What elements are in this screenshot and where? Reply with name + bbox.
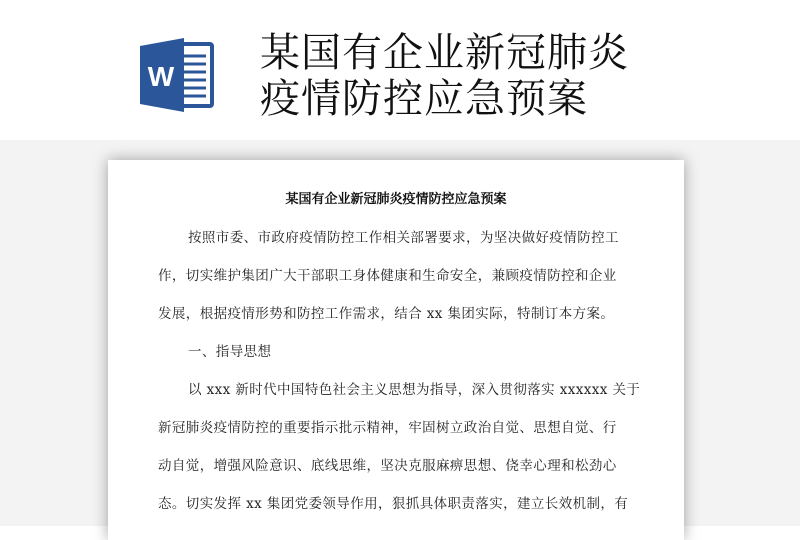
paragraph-line: 动自觉，增强风险意识、底线思维，坚决克服麻痹思想、侥幸心理和松劲心 (158, 458, 617, 474)
word-icon-letter: W (147, 61, 175, 92)
title-line-1: 某国有企业新冠肺炎 (260, 30, 629, 76)
paragraph-line: 以 xxx 新时代中国特色社会主义思想为指导，深入贯彻落实 xxxxxx 关于 (188, 382, 641, 398)
paragraph-line: 态。切实发挥 xx 集团党委领导作用，狠抓具体职责落实，建立长效机制，有 (158, 496, 629, 512)
title-line-2: 疫情防控应急预案 (260, 76, 588, 122)
paragraph-line: 新冠肺炎疫情防控的重要指示批示精神，牢固树立政治自觉、思想自觉、行 (158, 420, 617, 436)
paragraph-line: 按照市委、市政府疫情防控工作相关部署要求，为坚决做好疫情防控工 (188, 230, 619, 246)
header-banner (0, 0, 800, 140)
section-heading: 一、指导思想 (188, 344, 272, 360)
paragraph-line: 作，切实维护集团广大干部职工身体健康和生命安全，兼顾疫情防控和企业 (158, 268, 617, 284)
page-title (260, 30, 780, 122)
document-page (108, 160, 684, 540)
document-title: 某国有企业新冠肺炎疫情防控应急预案 (285, 192, 507, 207)
word-document-icon (140, 36, 216, 114)
paragraph-line: 发展，根据疫情形势和防控工作需求，结合 xx 集团实际，特制订本方案。 (158, 306, 615, 322)
